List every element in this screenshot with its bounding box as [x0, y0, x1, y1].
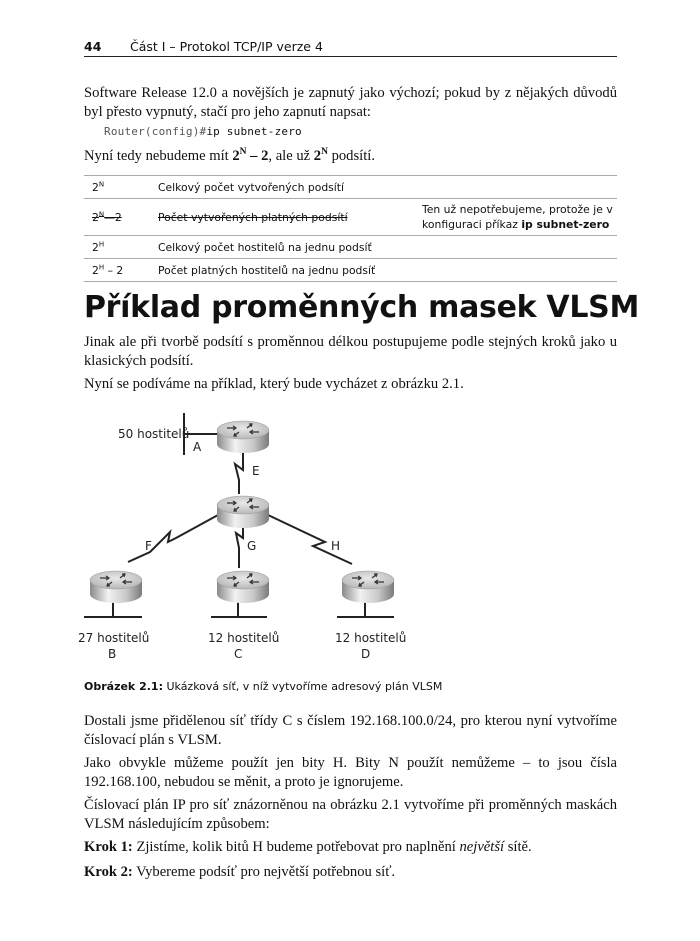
page-number: 44: [84, 39, 102, 54]
step-1-text-end: sítě.: [504, 839, 532, 855]
router-c-icon: [217, 571, 269, 603]
description-cell: Celkový počet hostitelů na jednu podsíť: [150, 236, 414, 259]
caption-text: Ukázková síť, v níž vytvoříme adresový plán VLSM: [162, 680, 443, 693]
code-line: [104, 125, 302, 138]
expr-1: [232, 148, 268, 164]
hosts-d-label: 12 hostitelů: [335, 631, 407, 645]
code-prompt: Router(config)#: [104, 125, 207, 138]
net-b-label: B: [108, 647, 117, 661]
summary-paragraph: [84, 147, 617, 166]
table-row: [84, 259, 617, 282]
note-cell: [414, 259, 617, 282]
summary-text: , ale už: [268, 148, 314, 164]
section-paragraph-2: Nyní se podíváme na příklad, který bude vycházet z obrázku 2.1.: [84, 376, 464, 392]
expr-2: [314, 148, 328, 164]
body-paragraph-2: Jako obvykle můžeme použít jen bity H. Bity N použít nemůžeme – to jsou čísla 192.168.100, nebudou se měnit, a proto je ignorujeme.: [84, 755, 617, 790]
caption-label: Obrázek 2.1:: [84, 680, 163, 693]
formula-cell: $2^N—2$: [84, 199, 150, 236]
intro-paragraph: Software Release 12.0 a novějších je zapnutý jako výchozí; pokud by z nějakých důvodů byl přesto vypnutý, stačí pro jeho zapnutí napsat:: [84, 85, 617, 120]
step-2-label: Krok 2:: [84, 864, 133, 880]
chapter-title: Část I – Protokol TCP/IP verze 4: [130, 39, 323, 54]
summary-text: podsítí.: [327, 148, 375, 164]
hosts-c-label: 12 hostitelů: [208, 631, 280, 645]
figure-caption: [84, 680, 442, 693]
link-e-label: E: [252, 464, 260, 478]
step-2: [84, 863, 617, 882]
network-diagram: [0, 410, 700, 670]
table-row: [84, 176, 617, 199]
code-command: ip subnet-zero: [206, 125, 302, 138]
section-heading: Příklad proměnných masek VLSM: [84, 290, 640, 325]
hosts-b-label: 27 hostitelů: [78, 631, 150, 645]
section-paragraph-1: Jinak ale při tvorbě podsítí s proměnnou délkou postupujeme podle stejných kroků jako u klasických podsítí.: [84, 334, 617, 369]
router-b-icon: [90, 571, 142, 603]
link-f-label: F: [145, 539, 152, 553]
router-d-icon: [342, 571, 394, 603]
body-paragraph-1: Dostali jsme přidělenou síť třídy C s číslem 192.168.100.0/24, pro kterou nyní vytvoříme číslovací plán s VLSM.: [84, 713, 617, 748]
net-c-label: C: [234, 647, 243, 661]
table-row: [84, 236, 617, 259]
summary-text: Nyní tedy nebudeme mít: [84, 148, 233, 164]
description-cell: Počet platných hostitelů na jednu podsíť: [150, 259, 414, 282]
formula-cell: $2^H - 2$: [84, 259, 150, 282]
router-a-icon: [217, 421, 269, 453]
expr-tail: – 2: [246, 148, 269, 164]
note-cell: Ten už nepotřebujeme, protože je v konfiguraci příkaz ip subnet-zero: [414, 199, 617, 236]
expr-sup: N: [321, 147, 328, 158]
formula-cell: $2^H$: [84, 236, 150, 259]
description-cell: Počet vytvořených platných podsítí: [150, 199, 414, 236]
step-1-emphasis: největší: [459, 839, 505, 855]
note-cell: [414, 236, 617, 259]
step-1-text: Zjistíme, kolik bitů H budeme potřebovat pro naplnění: [132, 839, 460, 855]
net-a-label: A: [193, 440, 202, 454]
step-1: [84, 838, 617, 857]
note-cell: [414, 176, 617, 199]
formula-cell: $2^N$: [84, 176, 150, 199]
expr-sup: N: [239, 147, 247, 158]
link-h-label: H: [331, 539, 341, 553]
running-head: [84, 38, 617, 57]
definitions-table: [84, 175, 617, 282]
step-2-text: Vybereme podsíť pro největší potřebnou síť.: [132, 864, 396, 880]
hosts-a-label: 50 hostitelů: [118, 427, 190, 441]
expr-base: 2: [232, 148, 240, 164]
description-cell: Celkový počet vytvořených podsítí: [150, 176, 414, 199]
router-core-icon: [217, 496, 269, 528]
body-paragraph-3: Číslovací plán IP pro síť znázorněnou na obrázku 2.1 vytvoříme při proměnných maskách VLSM následujícím způsobem:: [84, 797, 617, 832]
expr-base: 2: [313, 148, 322, 164]
step-1-label: Krok 1:: [84, 839, 133, 855]
link-g-label: G: [247, 539, 257, 553]
table-row: [84, 199, 617, 236]
net-d-label: D: [361, 647, 371, 661]
